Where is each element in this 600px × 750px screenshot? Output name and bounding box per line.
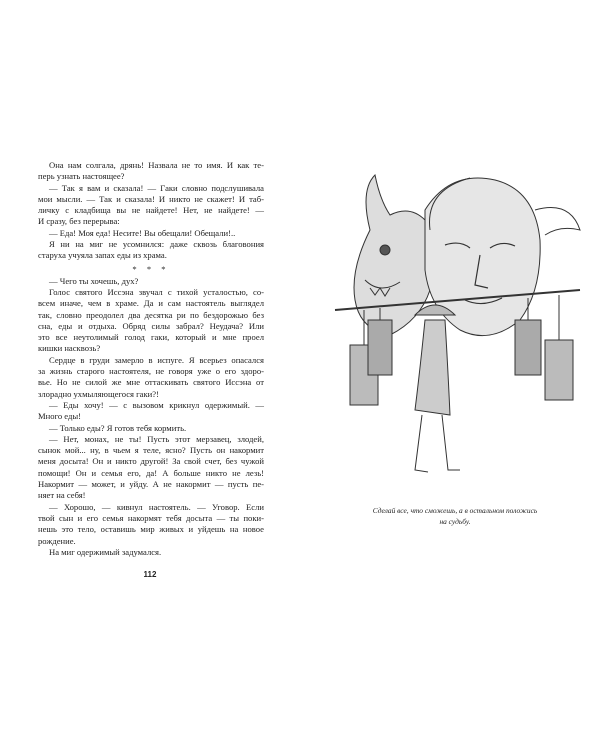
text-line: Она нам солгала, дрянь! Назвала не то имя. И как те-: [49, 160, 264, 170]
text-line: старуха учуяла запах еды из храма.: [38, 250, 167, 261]
text-line: рождение.: [38, 535, 76, 546]
text-line: — Еда! Моя еда! Несите! Вы обещали! Обещали!..: [49, 227, 236, 238]
text-line: На миг одержимый задумался.: [49, 546, 162, 557]
section-break: * * *: [132, 263, 170, 274]
illustration-caption: [360, 505, 550, 527]
text-line: — Так я вам и сказала! — Гаки словно подслушивала: [49, 182, 264, 193]
text-line: И сразу, без перерыва:: [38, 216, 120, 227]
text-line: — Чего ты хочешь, дух?: [49, 275, 139, 286]
text-line: помощи! Он и семья его, да! А больше никто не лезь!: [38, 467, 264, 478]
text-line: мои мысли. — Так и сказала! И никто не скажет! И таб-: [38, 193, 264, 204]
text-line: няет на себя!: [38, 490, 86, 501]
text-line: личку с кладбища вы не найдете! Нет, не найдете! —: [38, 205, 264, 216]
left-page-text: [38, 160, 264, 558]
text-line: кишки насквозь?: [38, 343, 101, 354]
text-line: нешь это тело, оставишь мир живых и уйдешь на новое: [38, 524, 264, 535]
text-line: меня досыта! Он и никто другой! За свой счет, без чужой: [38, 456, 264, 467]
text-line: сна, еды и отдыха. Обряд силы забрал? Неудача? Или: [38, 320, 264, 331]
text-line: вье. Но не силой же мне оттаскивать святого Иссэна от: [38, 377, 264, 388]
text-line: — Нет, монах, не ты! Пусть этот мерзавец, злодей,: [49, 433, 264, 444]
text-line: Накормит — может, и уйду. А не накормит — пусть пе-: [38, 479, 264, 490]
text-line: перь узнать настоящее?: [38, 171, 125, 182]
text-line: — Хорошо, — кивнул настоятель. — Уговор. Если: [49, 501, 264, 512]
text-line: Много еды!: [38, 411, 82, 422]
text-line: Сердце в груди замерло в испуге. Я всерьез опасался: [49, 354, 264, 365]
text-line: так, словно преодолел два десятка ри по бездорожью без: [38, 309, 264, 320]
text-line: за жизнь старого настоятеля, не говоря уже о его здоро-: [38, 366, 264, 377]
text-line: Я ни на миг не усомнился: даже сквозь благовония: [49, 239, 264, 250]
text-line: злорадно ухмыляющегося гаки?!: [38, 388, 159, 399]
text-line: — Только еды? Я готов тебя кормить.: [49, 422, 187, 433]
text-line: сынок мой... ну, в чьем я теле, ясно? Пусть он накормит: [38, 445, 264, 456]
text-line: Голос святого Иссэна звучал с тихой усталостью, со-: [49, 286, 264, 297]
caption-line: Сделай все, что сможешь, а в остальном положись: [372, 506, 538, 515]
text-line: это все неутолимый голод гаки, который и мне проел: [38, 332, 264, 343]
page-number: 112: [143, 570, 157, 579]
caption-line: на судьбу.: [439, 517, 471, 526]
illustration: [330, 170, 592, 495]
text-line: твой сын и его семья накормят тебя досыта — ты поки-: [38, 512, 264, 523]
text-line: всем иначе, чем в храме. Да и сам настоятель выглядел: [38, 298, 264, 309]
text-line: — Еды хочу! — с вызовом крикнул одержимый. —: [49, 399, 264, 410]
